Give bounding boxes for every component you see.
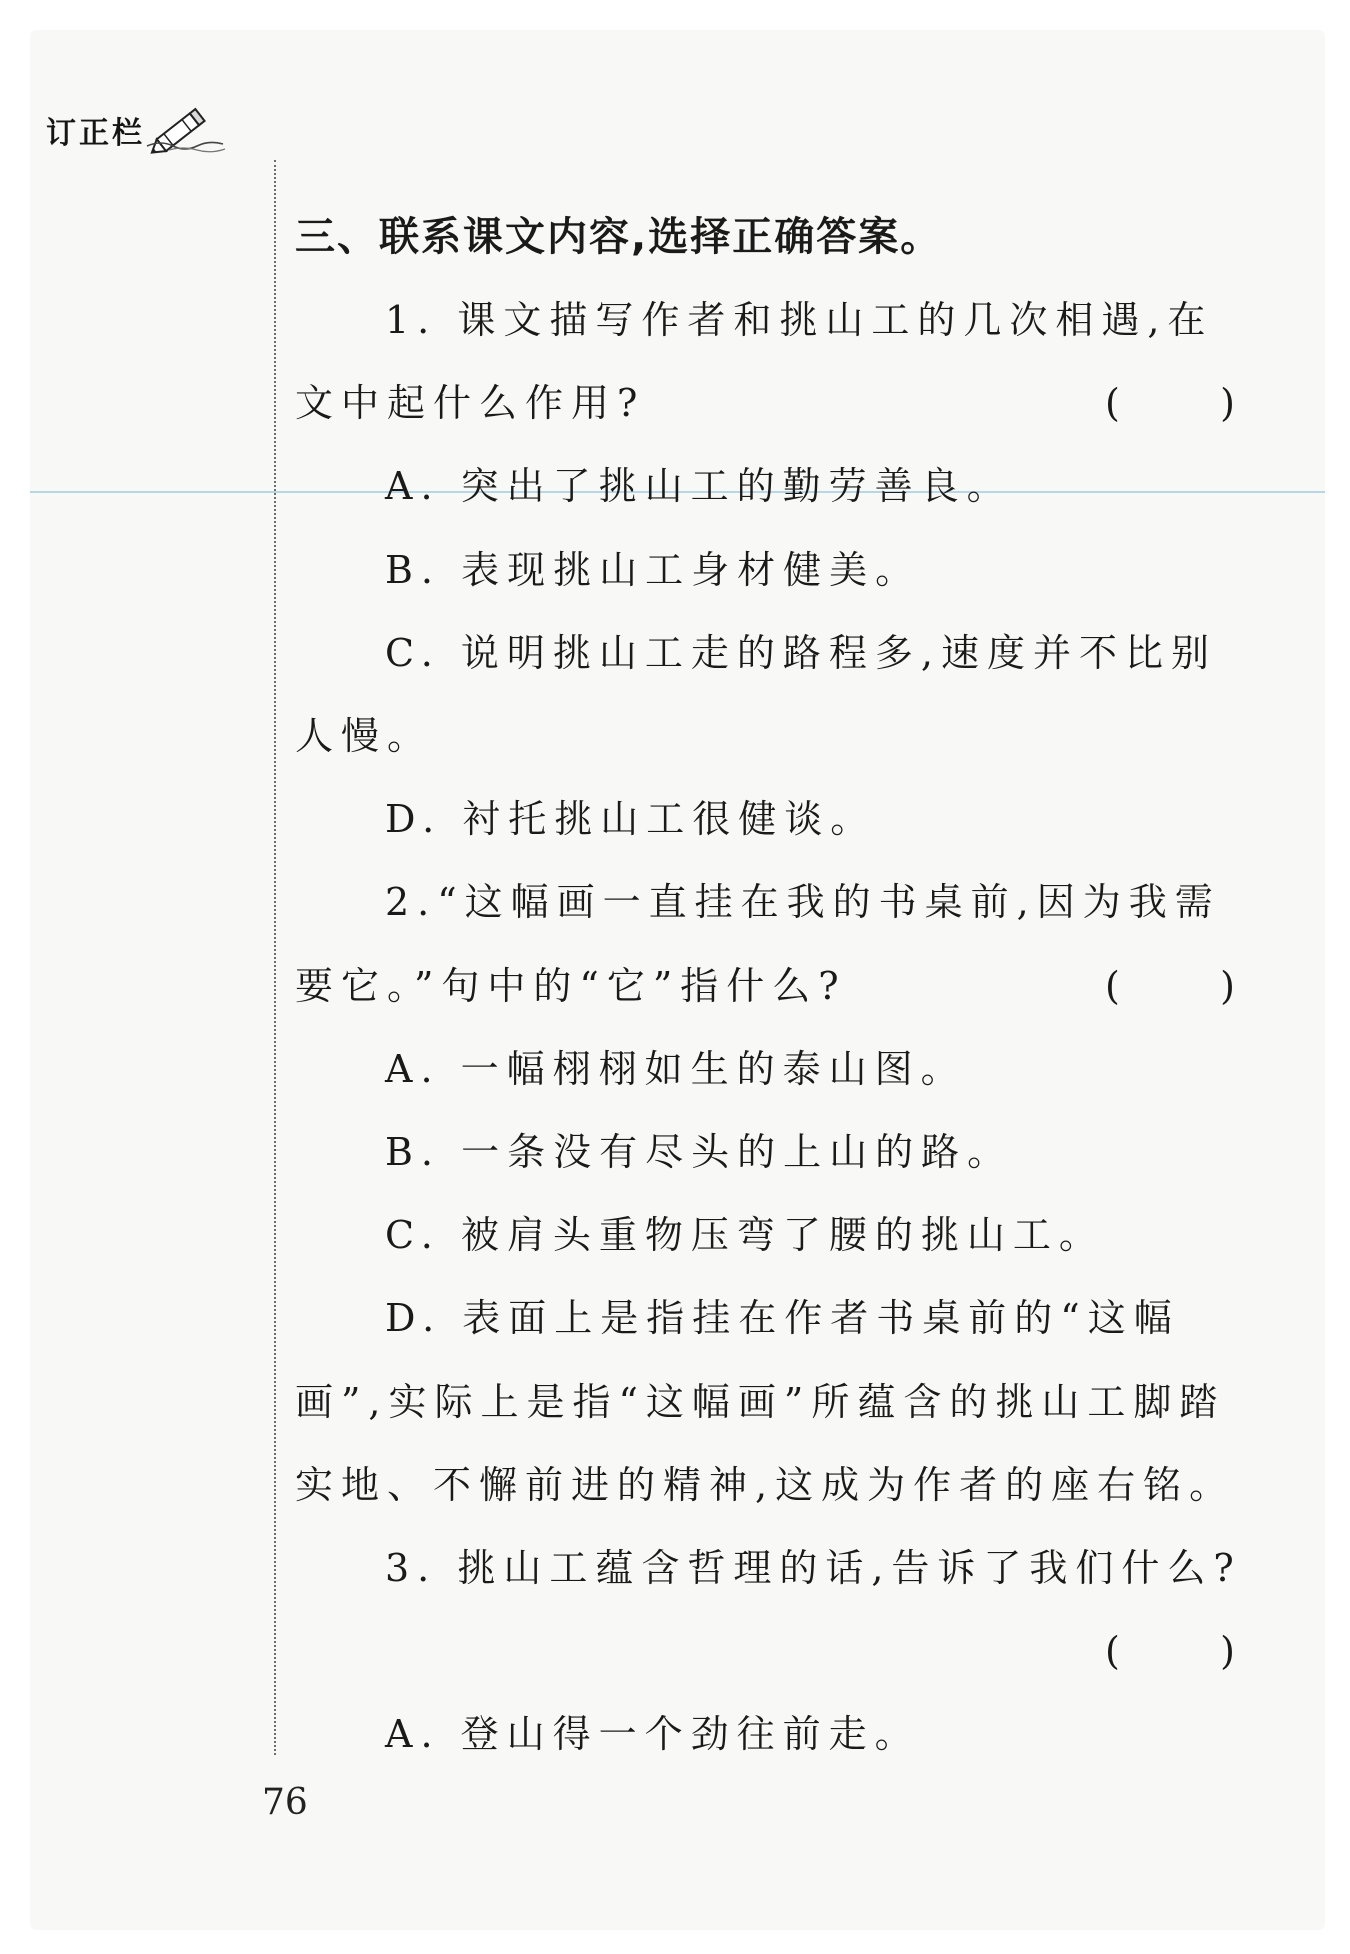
option-2d-line-1: D. 表面上是指挂在作者书桌前的“这幅	[385, 1296, 1180, 1341]
option-2d-line-3: 实地、不懈前进的精神,这成为作者的座右铭。	[295, 1462, 1236, 1507]
section-heading: 三、联系课文内容,选择正确答案。	[295, 214, 943, 260]
question-1-line-1: 1. 课文描写作者和挑山工的几次相遇,在	[385, 298, 1214, 342]
question-2-text-end: 要它。”句中的“它”指什么?	[295, 963, 847, 1008]
margin-dotted-rule	[274, 160, 276, 1755]
question-1-line-2	[295, 362, 1235, 445]
correction-column-title: 订正栏	[46, 116, 145, 151]
question-1-text-end: 文中起什么作用?	[295, 381, 646, 426]
option-1d: D. 衬托挑山工很健谈。	[385, 797, 877, 842]
bracket-open: (	[1105, 381, 1120, 426]
bracket-close: )	[1220, 381, 1235, 426]
question-2-line-2	[295, 945, 1235, 1028]
option-1a: A. 突出了挑山工的勤劳善良。	[385, 464, 1013, 509]
option-3a: A. 登山得一个劲往前走。	[385, 1712, 921, 1757]
bracket-close: )	[1220, 963, 1235, 1008]
pencil-icon	[139, 106, 229, 154]
option-2a: A. 一幅栩栩如生的泰山图。	[385, 1046, 967, 1091]
bracket-close: )	[1220, 1629, 1235, 1674]
answer-bracket-3	[1105, 1610, 1235, 1693]
question-2-line-1: 2.“这幅画一直挂在我的书桌前,因为我需	[385, 880, 1221, 925]
correction-column-header	[46, 105, 229, 155]
option-2c: C. 被肩头重物压弯了腰的挑山工。	[385, 1213, 1105, 1258]
question-3-line-1: 3. 挑山工蕴含哲理的话,告诉了我们什么?	[385, 1546, 1242, 1591]
option-2d-line-2: 画”,实际上是指“这幅画”所蕴含的挑山工脚踏	[295, 1379, 1226, 1424]
page-number: 76	[262, 1782, 308, 1823]
bracket-open: (	[1105, 963, 1120, 1008]
bracket-open: (	[1105, 1629, 1120, 1674]
exercise-content	[295, 195, 1242, 1777]
answer-bracket-1	[1105, 362, 1235, 445]
answer-bracket-2	[1105, 945, 1235, 1028]
option-1c-line-1: C. 说明挑山工走的路程多,速度并不比别	[385, 630, 1217, 675]
option-1c-line-2: 人慢。	[295, 714, 434, 759]
option-1b: B. 表现挑山工身材健美。	[385, 547, 922, 592]
option-2b: B. 一条没有尽头的上山的路。	[385, 1130, 1014, 1175]
question-3-bracket-line	[295, 1610, 1235, 1693]
